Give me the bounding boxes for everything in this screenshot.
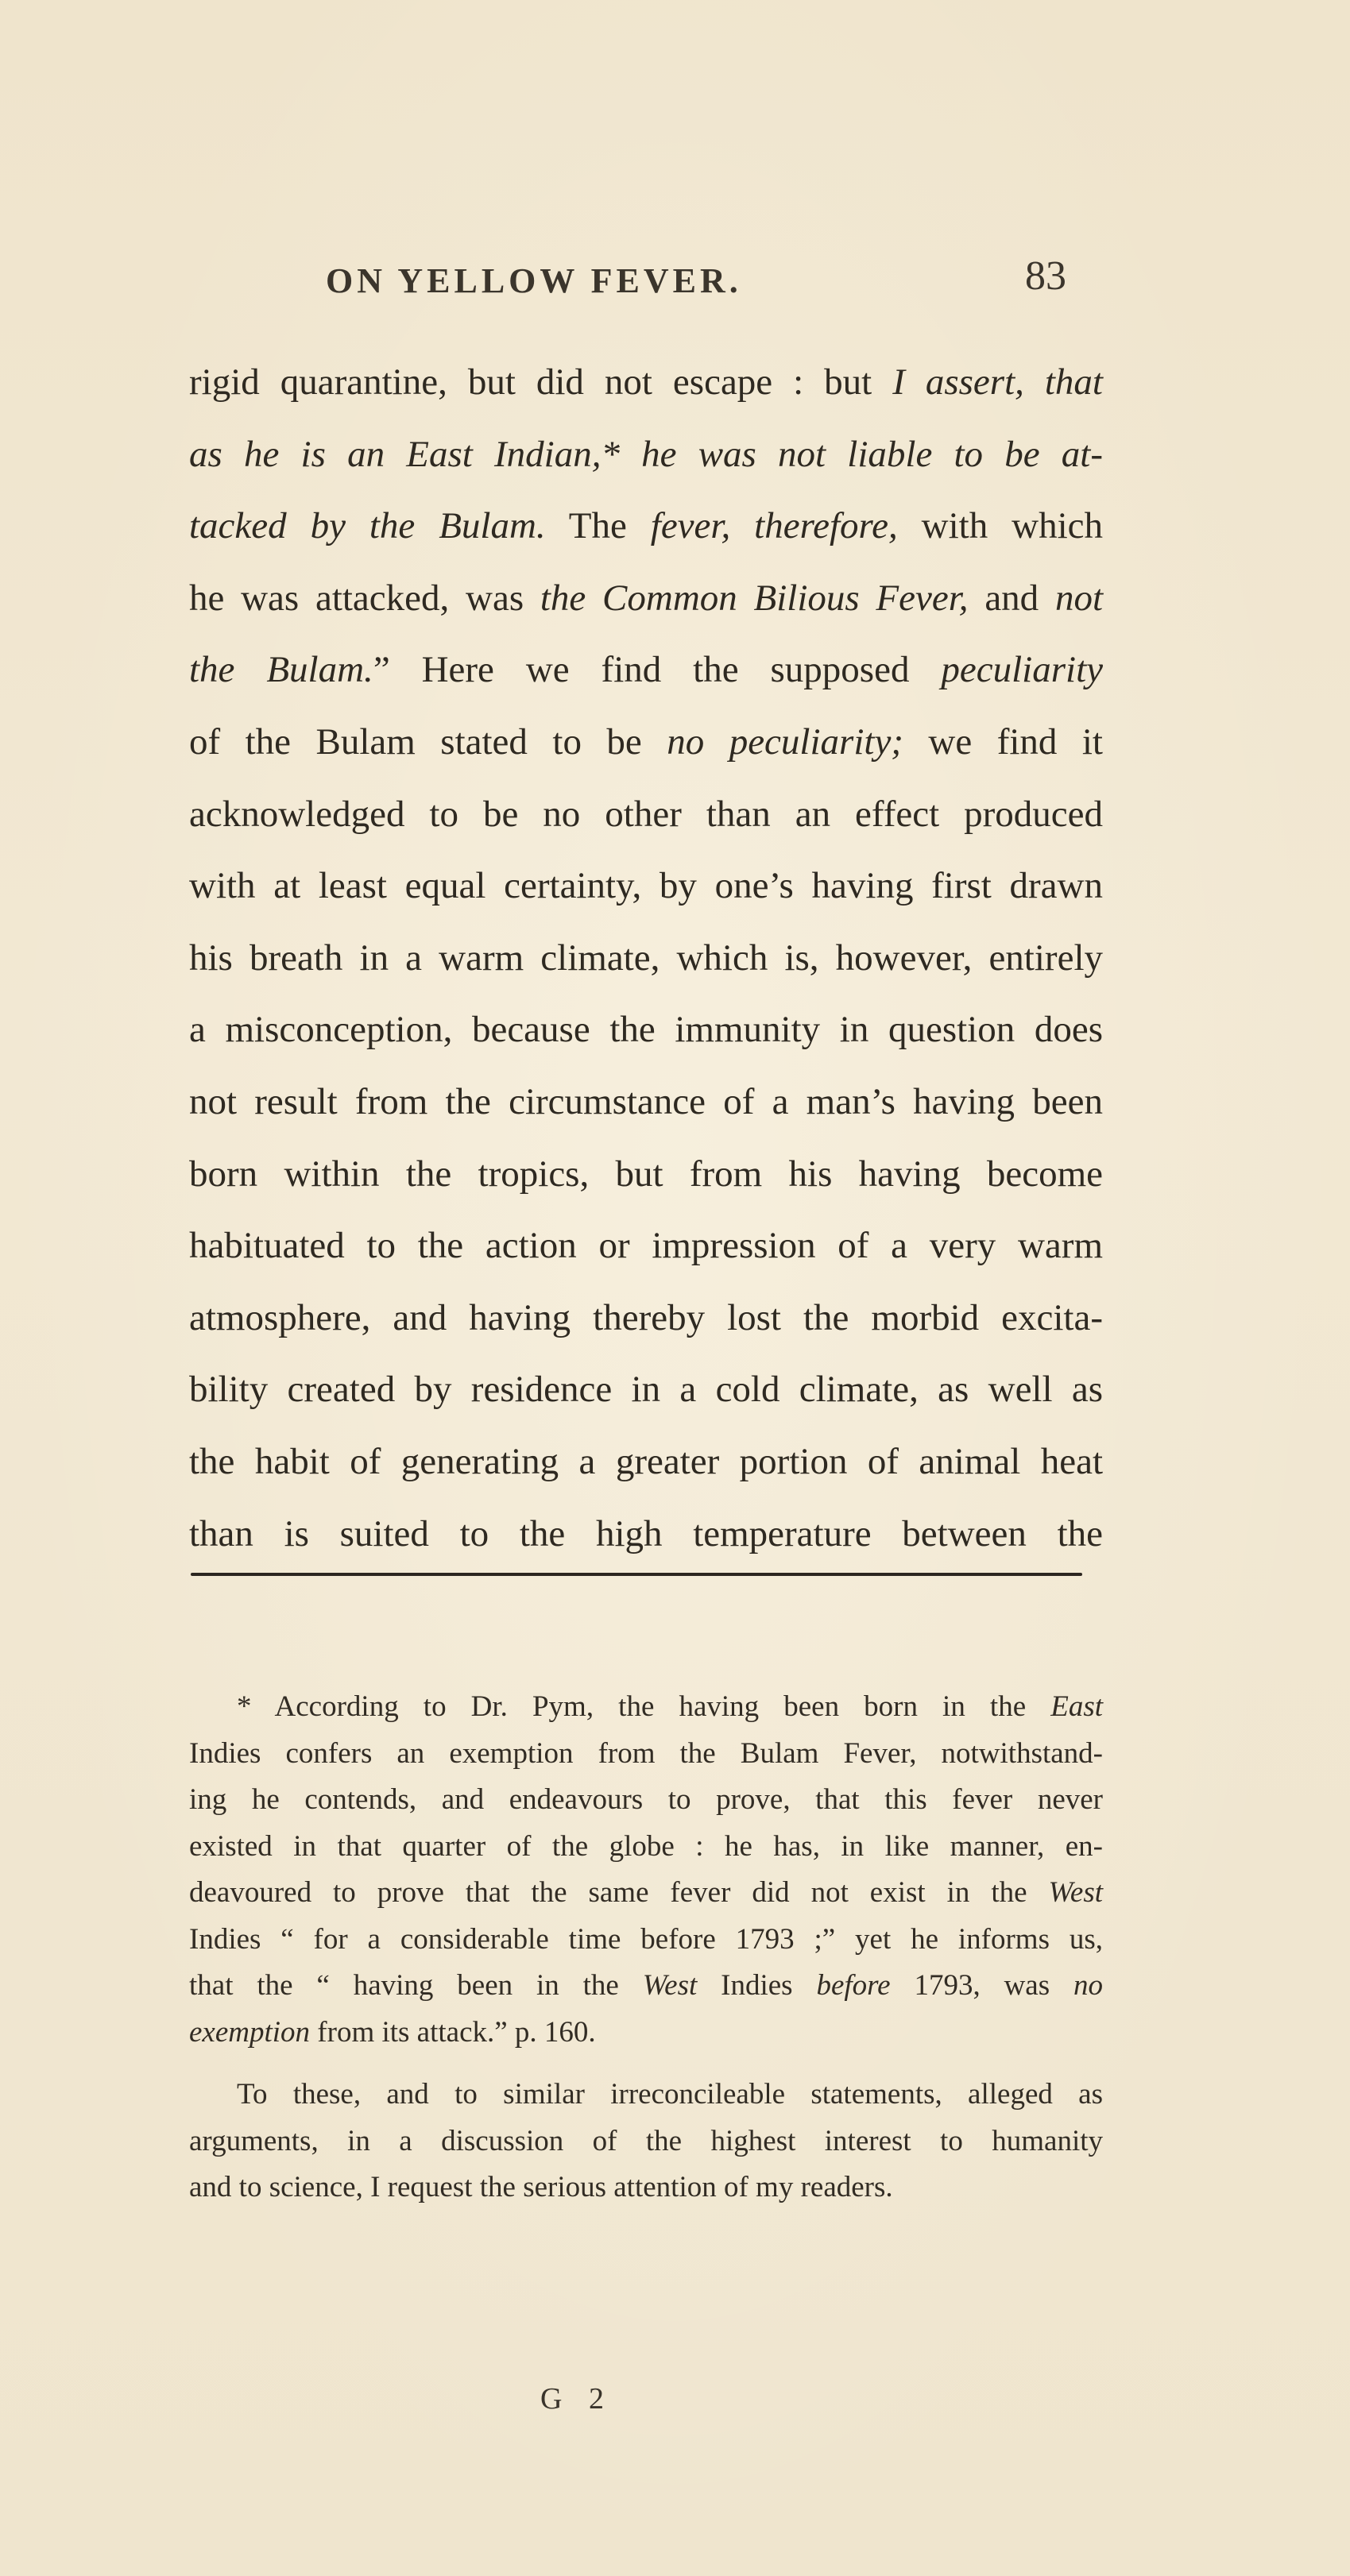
text-run: ” Here we find the supposed [373, 649, 942, 691]
italic-run: not [1054, 577, 1103, 619]
text-run: Indies [697, 1969, 817, 2002]
italic-run: the Bulam. [189, 649, 373, 691]
italic-run: no peculiarity; [667, 720, 903, 763]
text-line: the habit of generating a greater portion of animal heat [189, 1440, 1103, 1482]
italic-run: the Common Bilious Fever, [540, 577, 969, 619]
text-line [189, 706, 1103, 778]
footnote-line: arguments, in a discussion of the highest interest to humanity [189, 2124, 1103, 2157]
text-run: deavoured to prove that the same fever did not exist in the [189, 1876, 1049, 1909]
text-line: a misconception, because the immunity in question does [189, 1009, 1103, 1051]
footnote-line: and to science, I request the serious attention of my readers. [189, 2171, 893, 2203]
text-line: with at least equal certainty, by one’s having first drawn [189, 865, 1103, 907]
footnote-line: existed in that quarter of the globe : he has, in like manner, en- [189, 1829, 1103, 1863]
footnote-line: Indies confers an exemption from the Bulam Fever, notwithstand- [189, 1736, 1103, 1770]
italic-run: West [1048, 1876, 1103, 1909]
text-run: and [968, 577, 1055, 619]
text-run: we find it [903, 720, 1103, 763]
signature-mark: G 2 [540, 2382, 613, 2416]
footnote-line: Indies “ for a considerable time before 1793 ;” yet he informs us, [189, 1922, 1103, 1956]
text-run: 1793, was [890, 1969, 1073, 2002]
italic-run: fever, therefore, [650, 505, 898, 547]
running-title: ON YELLOW FEVER. [326, 261, 742, 300]
text-run: of the Bulam stated to be [189, 720, 667, 763]
text-run: that the “ having been in the [189, 1969, 643, 2002]
text-line: bility created by residence in a cold climate, as well as [189, 1369, 1103, 1411]
italic-run: no [1073, 1969, 1103, 2002]
text-run: with which [897, 505, 1103, 547]
italic-run: before [816, 1969, 891, 2002]
footnote-line [189, 1963, 1103, 2010]
italic-run: tacked by the Bulam. [189, 505, 546, 547]
text-line: his breath in a warm climate, which is, however, entirely [189, 937, 1103, 979]
footnote-line: To these, and to similar irreconcileable statements, alleged as [237, 2078, 1103, 2111]
footnote-line: ing he contends, and endeavours to prove, that this fever never [189, 1783, 1103, 1816]
page-number: 83 [1025, 253, 1066, 299]
footnote-line [189, 2010, 1103, 2057]
text-run: from its attack.” p. 160. [310, 2015, 596, 2049]
text-run: The [545, 505, 651, 547]
footnote-line [189, 1684, 1103, 1731]
text-run: he was attacked, was [189, 577, 540, 619]
text-line [189, 490, 1103, 562]
text-line: habituated to the action or impression of a very warm [189, 1225, 1103, 1267]
italic-run: East [1050, 1690, 1103, 1723]
footnote [189, 1684, 1103, 2211]
italic-run: exemption [189, 2015, 311, 2049]
text-line: atmosphere, and having thereby lost the morbid excita- [189, 1296, 1103, 1338]
text-line: than is suited to the high temperature between the [189, 1512, 1103, 1554]
footnote-line [189, 1870, 1103, 1917]
text-line: acknowledged to be no other than an effect produced [189, 793, 1103, 835]
text-run: * According to Dr. Pym, the having been born in the [237, 1690, 1051, 1723]
text-line [189, 346, 1103, 419]
text-line: as he is an East Indian,* he was not liable to be at- [189, 433, 1103, 475]
text-line [189, 562, 1103, 635]
italic-run: West [642, 1969, 698, 2002]
text-line [189, 634, 1103, 706]
footnote-divider [191, 1573, 1082, 1576]
text-line: not result from the circumstance of a man’s having been [189, 1080, 1103, 1122]
italic-run: I assert, that [892, 361, 1103, 403]
text-run: rigid quarantine, but did not escape : but [189, 361, 893, 403]
italic-run: peculiarity [941, 649, 1103, 691]
text-line: born within the tropics, but from his having become [189, 1153, 1103, 1195]
body-paragraph [189, 346, 1103, 1570]
